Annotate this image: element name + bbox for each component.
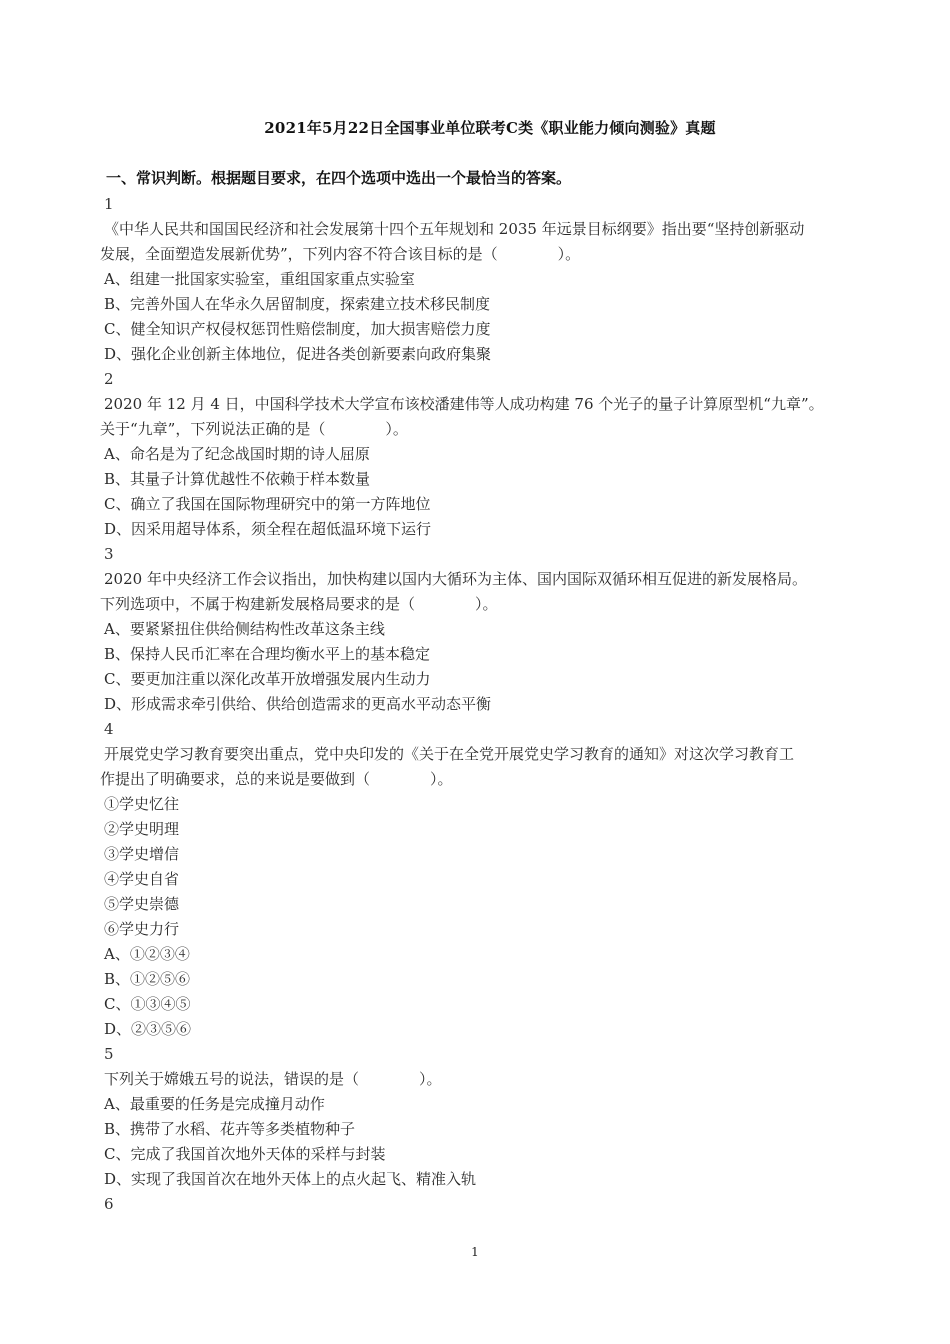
statement-item-4: ④学史自省 bbox=[104, 870, 180, 888]
statement-item-6: ⑥学史力行 bbox=[104, 920, 180, 938]
question-stem: 下列关于嫦娥五号的说法，错误的是（ ）。 bbox=[104, 1070, 442, 1088]
question-number: 4 bbox=[104, 720, 114, 738]
question-6 bbox=[104, 1192, 880, 1217]
document-title: 2021年5月22日全国事业单位联考C类《职业能力倾向测验》真题 bbox=[264, 119, 716, 137]
option-d: D、实现了我国首次在地外天体上的点火起飞、精准入轨 bbox=[104, 1170, 477, 1188]
question-5 bbox=[104, 1042, 880, 1192]
question-list bbox=[100, 192, 880, 1217]
option-c: C、完成了我国首次地外天体的采样与封装 bbox=[104, 1145, 386, 1163]
option-c: C、①③④⑤ bbox=[104, 995, 191, 1013]
question-stem: 下列选项中，不属于构建新发展格局要求的是（ ）。 bbox=[100, 595, 498, 613]
option-a: A、命名是为了纪念战国时期的诗人屈原 bbox=[104, 445, 370, 463]
option-b: B、完善外国人在华永久居留制度，探索建立技术移民制度 bbox=[104, 295, 491, 313]
question-number: 2 bbox=[104, 370, 114, 388]
option-d: D、形成需求牵引供给、供给创造需求的更高水平动态平衡 bbox=[104, 695, 492, 713]
question-number: 3 bbox=[104, 545, 114, 563]
option-b: B、保持人民币汇率在合理均衡水平上的基本稳定 bbox=[104, 645, 431, 663]
question-stem: 作提出了明确要求，总的来说是要做到（ ）。 bbox=[100, 770, 453, 788]
question-3 bbox=[100, 542, 880, 717]
statement-item-3: ③学史增信 bbox=[104, 845, 180, 863]
option-a: A、最重要的任务是完成撞月动作 bbox=[104, 1095, 325, 1113]
option-a: A、组建一批国家实验室，重组国家重点实验室 bbox=[104, 270, 415, 288]
page-number: 1 bbox=[471, 1245, 479, 1259]
option-a: A、①②③④ bbox=[104, 945, 190, 963]
question-2 bbox=[100, 367, 880, 542]
question-1 bbox=[100, 192, 880, 367]
section-heading: 一、常识判断。根据题目要求，在四个选项中选出一个最恰当的答案。 bbox=[106, 169, 572, 187]
question-number: 5 bbox=[104, 1045, 114, 1063]
question-stem: 《中华人民共和国国民经济和社会发展第十四个五年规划和 2035 年远景目标纲要》指出要“坚持创新驱动 bbox=[104, 220, 805, 238]
statement-item-1: ①学史忆往 bbox=[104, 795, 180, 813]
question-stem: 关于“九章”，下列说法正确的是（ ）。 bbox=[100, 420, 408, 438]
option-b: B、携带了水稻、花卉等多类植物种子 bbox=[104, 1120, 356, 1138]
option-b: B、①②⑤⑥ bbox=[104, 970, 191, 988]
option-c: C、要更加注重以深化改革开放增强发展内生动力 bbox=[104, 670, 431, 688]
option-d: D、②③⑤⑥ bbox=[104, 1020, 192, 1038]
question-number: 1 bbox=[104, 195, 114, 213]
option-b: B、其量子计算优越性不依赖于样本数量 bbox=[104, 470, 371, 488]
option-d: D、因采用超导体系，须全程在超低温环境下运行 bbox=[104, 520, 432, 538]
option-c: C、确立了我国在国际物理研究中的第一方阵地位 bbox=[104, 495, 431, 513]
statement-item-2: ②学史明理 bbox=[104, 820, 180, 838]
statement-item-5: ⑤学史崇德 bbox=[104, 895, 180, 913]
question-4 bbox=[100, 717, 880, 1042]
question-stem: 2020 年中央经济工作会议指出，加快构建以国内大循环为主体、国内国际双循环相互促进的新发展格局。 bbox=[104, 570, 807, 588]
question-stem: 2020 年 12 月 4 日，中国科学技术大学宣布该校潘建伟等人成功构建 76 个光子的量子计算原型机“九章”。 bbox=[104, 395, 824, 413]
question-number: 6 bbox=[104, 1195, 114, 1213]
question-stem: 开展党史学习教育要突出重点，党中央印发的《关于在全党开展党史学习教育的通知》对这次学习教育工 bbox=[104, 745, 795, 763]
option-a: A、要紧紧扭住供给侧结构性改革这条主线 bbox=[104, 620, 385, 638]
option-d: D、强化企业创新主体地位，促进各类创新要素向政府集聚 bbox=[104, 345, 492, 363]
option-c: C、健全知识产权侵权惩罚性赔偿制度，加大损害赔偿力度 bbox=[104, 320, 491, 338]
question-stem: 发展，全面塑造发展新优势”，下列内容不符合该目标的是（ ）。 bbox=[100, 245, 581, 263]
